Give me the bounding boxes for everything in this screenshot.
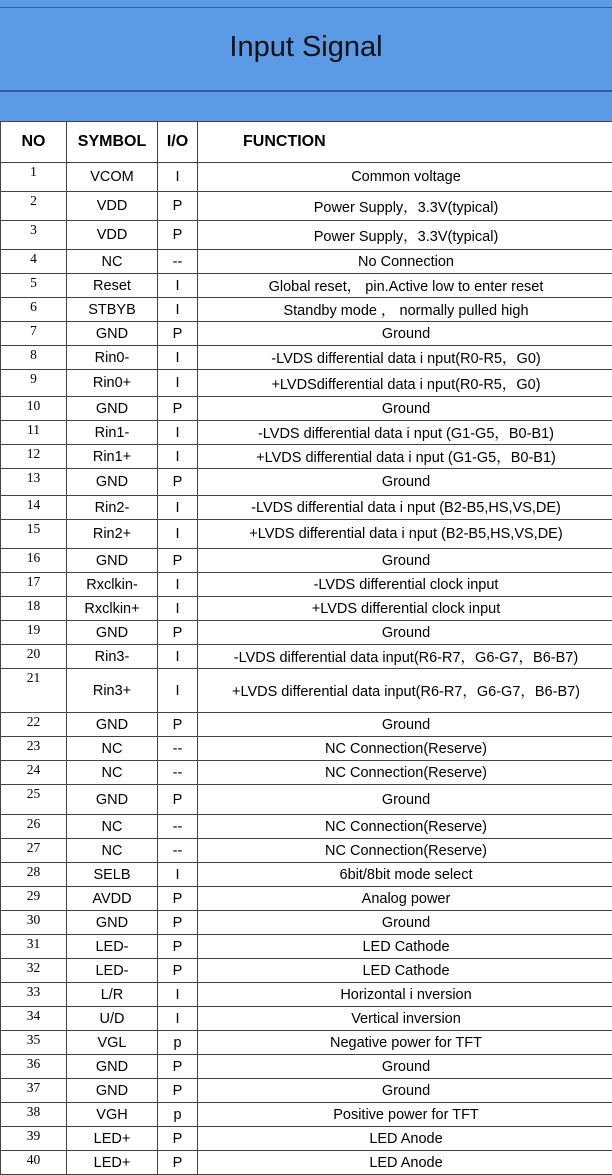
- table-row: [1, 597, 612, 621]
- table-row: [1, 959, 612, 983]
- cell-no: 23: [1, 737, 67, 761]
- cell-symbol: LED-: [67, 959, 158, 983]
- table-row: [1, 1103, 612, 1127]
- cell-function: Vertical inversion: [198, 1007, 612, 1031]
- col-header-io: I/O: [158, 122, 198, 163]
- cell-io: P: [158, 1079, 198, 1103]
- cell-io: P: [158, 785, 198, 815]
- table-row: [1, 346, 612, 370]
- cell-io: P: [158, 221, 198, 250]
- cell-function: Ground: [198, 322, 612, 346]
- cell-function: -LVDS differential clock input: [198, 573, 612, 597]
- cell-no: 26: [1, 815, 67, 839]
- cell-io: P: [158, 713, 198, 737]
- table-row: [1, 397, 612, 421]
- table-row: [1, 761, 612, 785]
- table-row: [1, 983, 612, 1007]
- cell-no: 27: [1, 839, 67, 863]
- cell-function: Power Supply，3.3V(typical): [198, 192, 612, 221]
- cell-symbol: GND: [67, 322, 158, 346]
- cell-function: Analog power: [198, 887, 612, 911]
- cell-io: p: [158, 1103, 198, 1127]
- table-row: [1, 785, 612, 815]
- cell-function: NC Connection(Reserve): [198, 761, 612, 785]
- cell-symbol: VGH: [67, 1103, 158, 1127]
- cell-no: 38: [1, 1103, 67, 1127]
- cell-symbol: U/D: [67, 1007, 158, 1031]
- table-row: [1, 370, 612, 397]
- cell-no: 11: [1, 421, 67, 445]
- cell-no: 14: [1, 496, 67, 520]
- cell-io: --: [158, 250, 198, 274]
- cell-no: 30: [1, 911, 67, 935]
- cell-no: 18: [1, 597, 67, 621]
- cell-symbol: Rin3+: [67, 669, 158, 713]
- cell-symbol: Rin0-: [67, 346, 158, 370]
- cell-function: Negative power for TFT: [198, 1031, 612, 1055]
- cell-function: Positive power for TFT: [198, 1103, 612, 1127]
- cell-symbol: Rxclkin-: [67, 573, 158, 597]
- cell-io: P: [158, 911, 198, 935]
- table-row: [1, 1055, 612, 1079]
- cell-symbol: NC: [67, 761, 158, 785]
- cell-function: +LVDS differential data i nput (B2-B5,HS,VS,DE): [198, 520, 612, 549]
- cell-symbol: STBYB: [67, 298, 158, 322]
- cell-io: P: [158, 1055, 198, 1079]
- cell-symbol: VCOM: [67, 163, 158, 192]
- cell-no: 16: [1, 549, 67, 573]
- cell-symbol: AVDD: [67, 887, 158, 911]
- cell-function: Power Supply，3.3V(typical): [198, 221, 612, 250]
- cell-io: I: [158, 573, 198, 597]
- table-row: [1, 549, 612, 573]
- cell-function: Global reset， pin.Active low to enter reset: [198, 274, 612, 298]
- cell-symbol: L/R: [67, 983, 158, 1007]
- table-row: [1, 911, 612, 935]
- table-row: [1, 1031, 612, 1055]
- cell-symbol: SELB: [67, 863, 158, 887]
- cell-no: 2: [1, 192, 67, 221]
- cell-no: 24: [1, 761, 67, 785]
- cell-function: Horizontal i nversion: [198, 983, 612, 1007]
- cell-no: 35: [1, 1031, 67, 1055]
- cell-io: I: [158, 597, 198, 621]
- cell-io: I: [158, 274, 198, 298]
- cell-no: 4: [1, 250, 67, 274]
- cell-io: P: [158, 1151, 198, 1175]
- cell-no: 5: [1, 274, 67, 298]
- table-row: [1, 1151, 612, 1175]
- cell-no: 20: [1, 645, 67, 669]
- cell-function: +LVDS differential data i nput (G1-G5，B0-B1): [198, 445, 612, 469]
- cell-io: --: [158, 815, 198, 839]
- cell-no: 9: [1, 370, 67, 397]
- cell-function: NC Connection(Reserve): [198, 815, 612, 839]
- cell-no: 6: [1, 298, 67, 322]
- table-row: [1, 737, 612, 761]
- cell-function: Ground: [198, 1055, 612, 1079]
- cell-symbol: GND: [67, 397, 158, 421]
- table-row: [1, 520, 612, 549]
- cell-symbol: GND: [67, 1055, 158, 1079]
- cell-symbol: Reset: [67, 274, 158, 298]
- cell-symbol: VDD: [67, 192, 158, 221]
- cell-no: 17: [1, 573, 67, 597]
- table-row: [1, 839, 612, 863]
- cell-io: P: [158, 887, 198, 911]
- cell-no: 10: [1, 397, 67, 421]
- cell-function: LED Cathode: [198, 959, 612, 983]
- cell-io: I: [158, 983, 198, 1007]
- cell-symbol: LED-: [67, 935, 158, 959]
- cell-io: P: [158, 959, 198, 983]
- cell-symbol: NC: [67, 250, 158, 274]
- cell-function: Ground: [198, 1079, 612, 1103]
- cell-symbol: VDD: [67, 221, 158, 250]
- cell-function: No Connection: [198, 250, 612, 274]
- table-row: [1, 496, 612, 520]
- cell-io: I: [158, 645, 198, 669]
- table-row: [1, 645, 612, 669]
- cell-io: I: [158, 346, 198, 370]
- cell-io: I: [158, 445, 198, 469]
- cell-symbol: GND: [67, 713, 158, 737]
- cell-symbol: Rxclkin+: [67, 597, 158, 621]
- cell-no: 34: [1, 1007, 67, 1031]
- cell-io: P: [158, 549, 198, 573]
- cell-io: P: [158, 192, 198, 221]
- cell-symbol: GND: [67, 549, 158, 573]
- cell-io: I: [158, 669, 198, 713]
- cell-io: I: [158, 1007, 198, 1031]
- cell-no: 40: [1, 1151, 67, 1175]
- table-row: [1, 669, 612, 713]
- table-row: [1, 573, 612, 597]
- table-row: [1, 322, 612, 346]
- cell-io: P: [158, 397, 198, 421]
- page-title: Input Signal: [229, 31, 383, 63]
- cell-no: 15: [1, 520, 67, 549]
- table-row: [1, 469, 612, 496]
- cell-no: 39: [1, 1127, 67, 1151]
- table-row: [1, 445, 612, 469]
- table-row: [1, 250, 612, 274]
- cell-symbol: Rin1+: [67, 445, 158, 469]
- cell-no: 31: [1, 935, 67, 959]
- cell-no: 28: [1, 863, 67, 887]
- table-row: [1, 887, 612, 911]
- cell-io: I: [158, 520, 198, 549]
- col-header-no: NO: [1, 122, 67, 163]
- cell-symbol: Rin3-: [67, 645, 158, 669]
- table-row: [1, 421, 612, 445]
- cell-function: Ground: [198, 911, 612, 935]
- cell-function: Standby mode ， normally pulled high: [198, 298, 612, 322]
- cell-no: 36: [1, 1055, 67, 1079]
- cell-function: LED Cathode: [198, 935, 612, 959]
- col-header-symbol: SYMBOL: [67, 122, 158, 163]
- header-bottom-rule: [0, 90, 612, 92]
- cell-symbol: Rin0+: [67, 370, 158, 397]
- cell-function: Ground: [198, 621, 612, 645]
- cell-function: Ground: [198, 785, 612, 815]
- cell-function: Ground: [198, 713, 612, 737]
- cell-symbol: LED+: [67, 1151, 158, 1175]
- cell-symbol: Rin2-: [67, 496, 158, 520]
- cell-symbol: GND: [67, 785, 158, 815]
- cell-no: 22: [1, 713, 67, 737]
- cell-io: P: [158, 621, 198, 645]
- cell-io: --: [158, 737, 198, 761]
- cell-no: 32: [1, 959, 67, 983]
- cell-no: 3: [1, 221, 67, 250]
- cell-symbol: LED+: [67, 1127, 158, 1151]
- cell-function: +LVDS differential data input(R6-R7，G6-G7，B6-B7): [198, 669, 612, 713]
- cell-function: Common voltage: [198, 163, 612, 192]
- cell-io: p: [158, 1031, 198, 1055]
- header-top-rule: [0, 7, 612, 8]
- cell-function: -LVDS differential data i nput (G1-G5，B0-B1): [198, 421, 612, 445]
- table-header-row: [1, 122, 612, 163]
- col-header-function: FUNCTION: [198, 122, 612, 163]
- cell-symbol: GND: [67, 621, 158, 645]
- cell-function: NC Connection(Reserve): [198, 737, 612, 761]
- cell-io: I: [158, 863, 198, 887]
- table-row: [1, 192, 612, 221]
- table-body: [1, 163, 612, 1175]
- table-row: [1, 935, 612, 959]
- cell-function: -LVDS differential data input(R6-R7，G6-G7，B6-B7): [198, 645, 612, 669]
- cell-symbol: Rin1-: [67, 421, 158, 445]
- table-row: [1, 274, 612, 298]
- cell-io: I: [158, 496, 198, 520]
- table-row: [1, 713, 612, 737]
- table-row: [1, 163, 612, 192]
- cell-no: 21: [1, 669, 67, 713]
- cell-symbol: GND: [67, 469, 158, 496]
- cell-io: P: [158, 935, 198, 959]
- cell-function: 6bit/8bit mode select: [198, 863, 612, 887]
- cell-no: 33: [1, 983, 67, 1007]
- cell-function: LED Anode: [198, 1151, 612, 1175]
- cell-no: 8: [1, 346, 67, 370]
- table-row: [1, 621, 612, 645]
- cell-no: 1: [1, 163, 67, 192]
- section-header: [0, 0, 612, 121]
- cell-no: 37: [1, 1079, 67, 1103]
- cell-io: P: [158, 1127, 198, 1151]
- cell-no: 13: [1, 469, 67, 496]
- cell-function: Ground: [198, 549, 612, 573]
- cell-symbol: NC: [67, 839, 158, 863]
- cell-io: I: [158, 421, 198, 445]
- table-row: [1, 815, 612, 839]
- cell-io: --: [158, 761, 198, 785]
- table-row: [1, 1127, 612, 1151]
- cell-io: P: [158, 322, 198, 346]
- cell-function: NC Connection(Reserve): [198, 839, 612, 863]
- cell-symbol: Rin2+: [67, 520, 158, 549]
- cell-no: 12: [1, 445, 67, 469]
- cell-function: -LVDS differential data i nput(R0-R5，G0): [198, 346, 612, 370]
- table-row: [1, 1079, 612, 1103]
- cell-io: I: [158, 163, 198, 192]
- cell-no: 19: [1, 621, 67, 645]
- cell-symbol: GND: [67, 1079, 158, 1103]
- pin-table: [0, 121, 612, 1175]
- cell-symbol: NC: [67, 815, 158, 839]
- cell-no: 25: [1, 785, 67, 815]
- cell-function: Ground: [198, 469, 612, 496]
- cell-function: Ground: [198, 397, 612, 421]
- cell-symbol: VGL: [67, 1031, 158, 1055]
- cell-io: --: [158, 839, 198, 863]
- cell-no: 7: [1, 322, 67, 346]
- table-row: [1, 221, 612, 250]
- cell-io: I: [158, 370, 198, 397]
- cell-function: +LVDS differential clock input: [198, 597, 612, 621]
- cell-function: -LVDS differential data i nput (B2-B5,HS,VS,DE): [198, 496, 612, 520]
- cell-symbol: GND: [67, 911, 158, 935]
- cell-io: I: [158, 298, 198, 322]
- table-row: [1, 298, 612, 322]
- table-row: [1, 1007, 612, 1031]
- cell-no: 29: [1, 887, 67, 911]
- cell-function: LED Anode: [198, 1127, 612, 1151]
- cell-io: P: [158, 469, 198, 496]
- cell-symbol: NC: [67, 737, 158, 761]
- cell-function: +LVDSdifferential data i nput(R0-R5，G0): [198, 370, 612, 397]
- table-row: [1, 863, 612, 887]
